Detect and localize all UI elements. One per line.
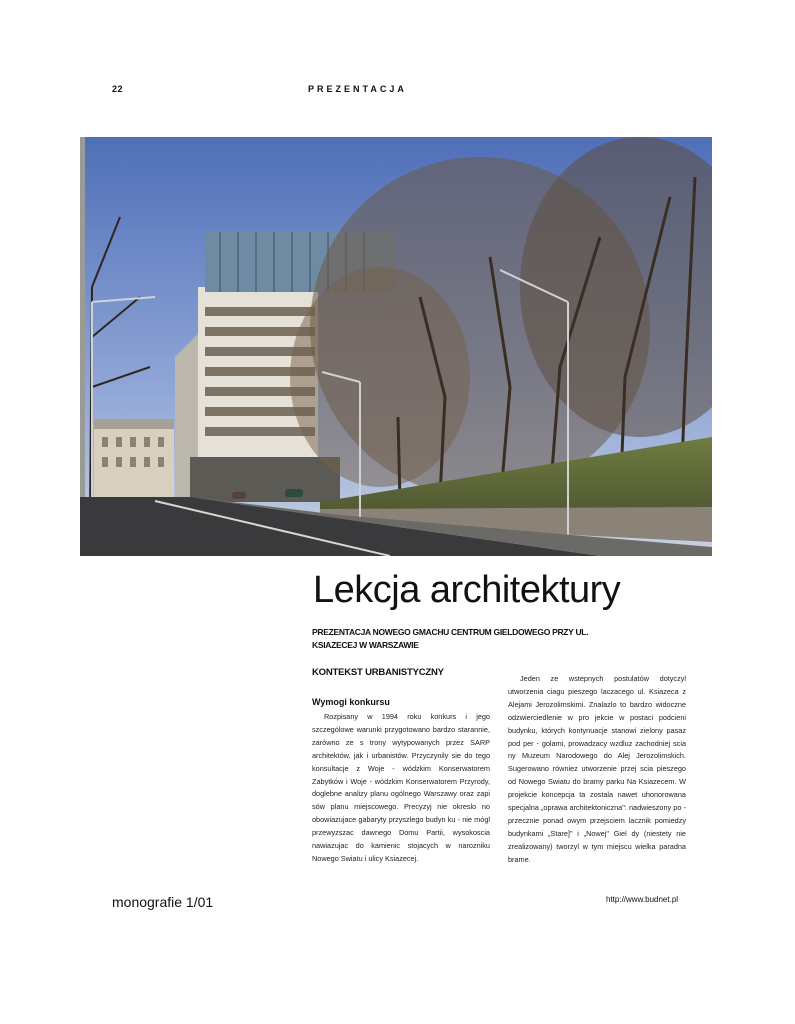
article-subtitle: PREZENTACJA NOWEGO GMACHU CENTRUM GIELDOWEGO PRZY UL. KSIAZECEJ W WARSZAWIE <box>312 627 589 650</box>
page-number: 22 <box>112 84 124 94</box>
paragraph-right: Jeden ze wstepnych postulatów dotyczyl utworzenia ciagu pieszego laczacego ul. Ksiazeca z Alejami Jerozolimskimi. Znalazlo to bardzo widoczne odzwierciedlenie w pro jekcie w postaci podcieni budynku, których kontynuacje stanowi zielony pasaz pod per - golami, prowadzacy wzdluz zachodniej scia ny Muzeum Narodowego do Alej Jerozolimskich. Sugerowano równiez utworzenie przej scia pieszego od Nowego Swiatu do bramy parku Na Ksiazecem. W projekcie koncepcja ta zostala nawet uhonorowana specjalna „oprawa architektoniczna": nadwieszony po - przecznie ponad owym przejsciem lacznik pomiedzy budynkami „Stare]" i „Nowej" Giel dy (niestety nie zrealizowany) tworzyl w tym miejscu wielka paradna brame. <box>508 674 686 864</box>
section-subheading: Wymogi konkursu <box>312 697 390 707</box>
text-column-right <box>508 673 686 867</box>
section-header: PREZENTACJA <box>308 84 407 94</box>
section-heading: KONTEKST URBANISTYCZNY <box>312 667 444 678</box>
building-photo <box>80 137 712 556</box>
paragraph-left: Rozpisany w 1994 roku konkurs i jego szczególowe warunki przygotowano bardzo starannie, zarówno ze s trony wytypowanych przez SARP architektów, jak i urbanistów. Przyczynily sie do tego konsultacje z Woje - wódzkim Konserwatorem Zabytków i Woje - wódzkim Konserwatorem Przyrody, doglebne analizy planu ogólnego Warszawy oraz zapi sów planu miejscowego. Precyzyj nie okreslo no obowiazujace gabaryty przyszlego budyn ku - nie mógl przewyzszac dawnego Domu Partii, wysokoscia nawiazujac do kamienic stojacych w narozniku Nowego Swiatu i ulicy Ksiazecej. <box>312 712 490 863</box>
article-title: Lekcja architektury <box>313 569 621 611</box>
text-column-left <box>312 711 490 866</box>
website-url: http://www.budnet.pl <box>606 895 679 904</box>
magazine-issue: monografie 1/01 <box>112 894 214 910</box>
